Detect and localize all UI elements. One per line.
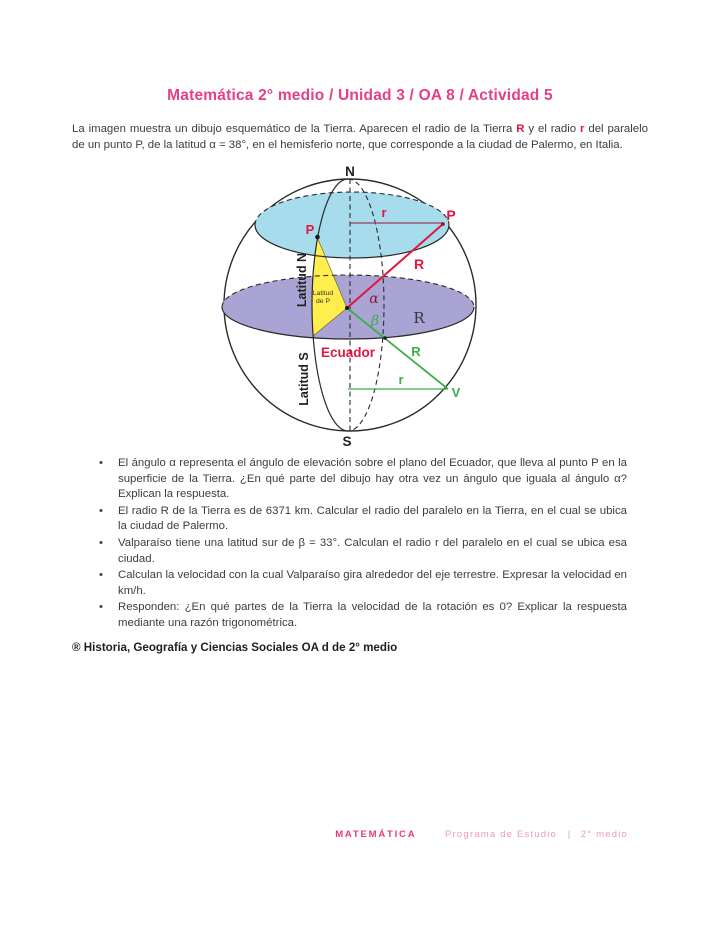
label-south-parallel-radius: r — [398, 372, 404, 387]
activity-list — [97, 456, 627, 632]
label-latitude-of-p-line1: Latitud — [312, 290, 334, 297]
footer-level: 2° medio — [580, 829, 628, 840]
intro-paragraph — [72, 122, 648, 153]
label-equator-radius: R — [413, 309, 425, 327]
list-item: • El radio R de la Tierra es de 6371 km. Calcular el radio del paralelo en la Tierra, en el cual se ubica la ciudad de Palermo. — [97, 504, 627, 535]
crossref-note — [72, 641, 648, 654]
list-item: • Calculan la velocidad con la cual Valparaíso gira alrededor del eje terrestre. Expresar la velocidad en km/h. — [97, 568, 627, 599]
label-earth-radius: R — [413, 256, 425, 272]
footer-brand: MATEMÁTICA — [335, 829, 417, 840]
crossref-text: Historia, Geografía y Ciencias Sociales OA d de 2° medio — [83, 640, 398, 654]
intro-text-3: del paralelo de un punto P, de la latitud α = 38°, en el hemisferio norte, que corresponde a la ciudad de Palermo, en Italia. — [72, 123, 648, 151]
page-footer — [335, 829, 628, 840]
earth-diagram — [215, 161, 505, 456]
label-equator: Ecuador — [320, 345, 376, 360]
label-beta-angle: β — [370, 313, 380, 329]
label-latitude-south: Latitud S — [297, 352, 311, 406]
point-p-right-dot — [441, 222, 445, 226]
label-alpha-angle: α — [369, 291, 379, 307]
list-item: • Responden: ¿En qué partes de la Tierra la velocidad de la rotación es 0? Explicar la respuesta mediante una razón trigonométrica. — [97, 600, 627, 631]
earth-radius-symbol: R — [516, 123, 525, 135]
point-p-left-dot — [315, 235, 320, 240]
label-point-v: V — [451, 385, 461, 400]
earth-center-dot — [345, 306, 349, 310]
label-latitude-north: Latitud N — [295, 252, 309, 308]
label-north-pole: N — [345, 164, 355, 179]
page-title: Matemática 2° medio / Unidad 3 / OA 8 / Actividad 5 — [167, 87, 553, 104]
footer-separator: | — [567, 829, 571, 840]
label-parallel-radius: r — [381, 205, 387, 220]
equator-crossing-dot — [383, 336, 387, 340]
list-item: • Valparaíso tiene una latitud sur de β = 33°. Calculan el radio r del paralelo en el cual se ubica esa ciudad. — [97, 536, 627, 567]
intro-text-2: y el radio — [524, 123, 581, 135]
intro-text-1: La imagen muestra un dibujo esquemático de la Tierra. Aparecen el radio de la Tierra — [72, 123, 517, 135]
label-south-pole: S — [342, 434, 352, 449]
label-point-p-right: P — [446, 207, 456, 223]
parallel-radius-symbol: r — [580, 123, 585, 135]
footer-program: Programa de Estudio — [445, 829, 558, 840]
list-item: • El ángulo α representa el ángulo de elevación sobre el plano del Ecuador, que lleva al punto P en la superficie de la Tierra. ¿En qué parte del dibujo hay otra vez un ángulo que iguala al ángulo α? Explican la respuesta. — [97, 456, 627, 503]
crossref-icon: ® — [72, 640, 81, 654]
label-point-p-left: P — [305, 222, 315, 237]
label-south-radius: R — [411, 344, 421, 359]
label-latitude-of-p-line2: de P — [316, 298, 330, 305]
